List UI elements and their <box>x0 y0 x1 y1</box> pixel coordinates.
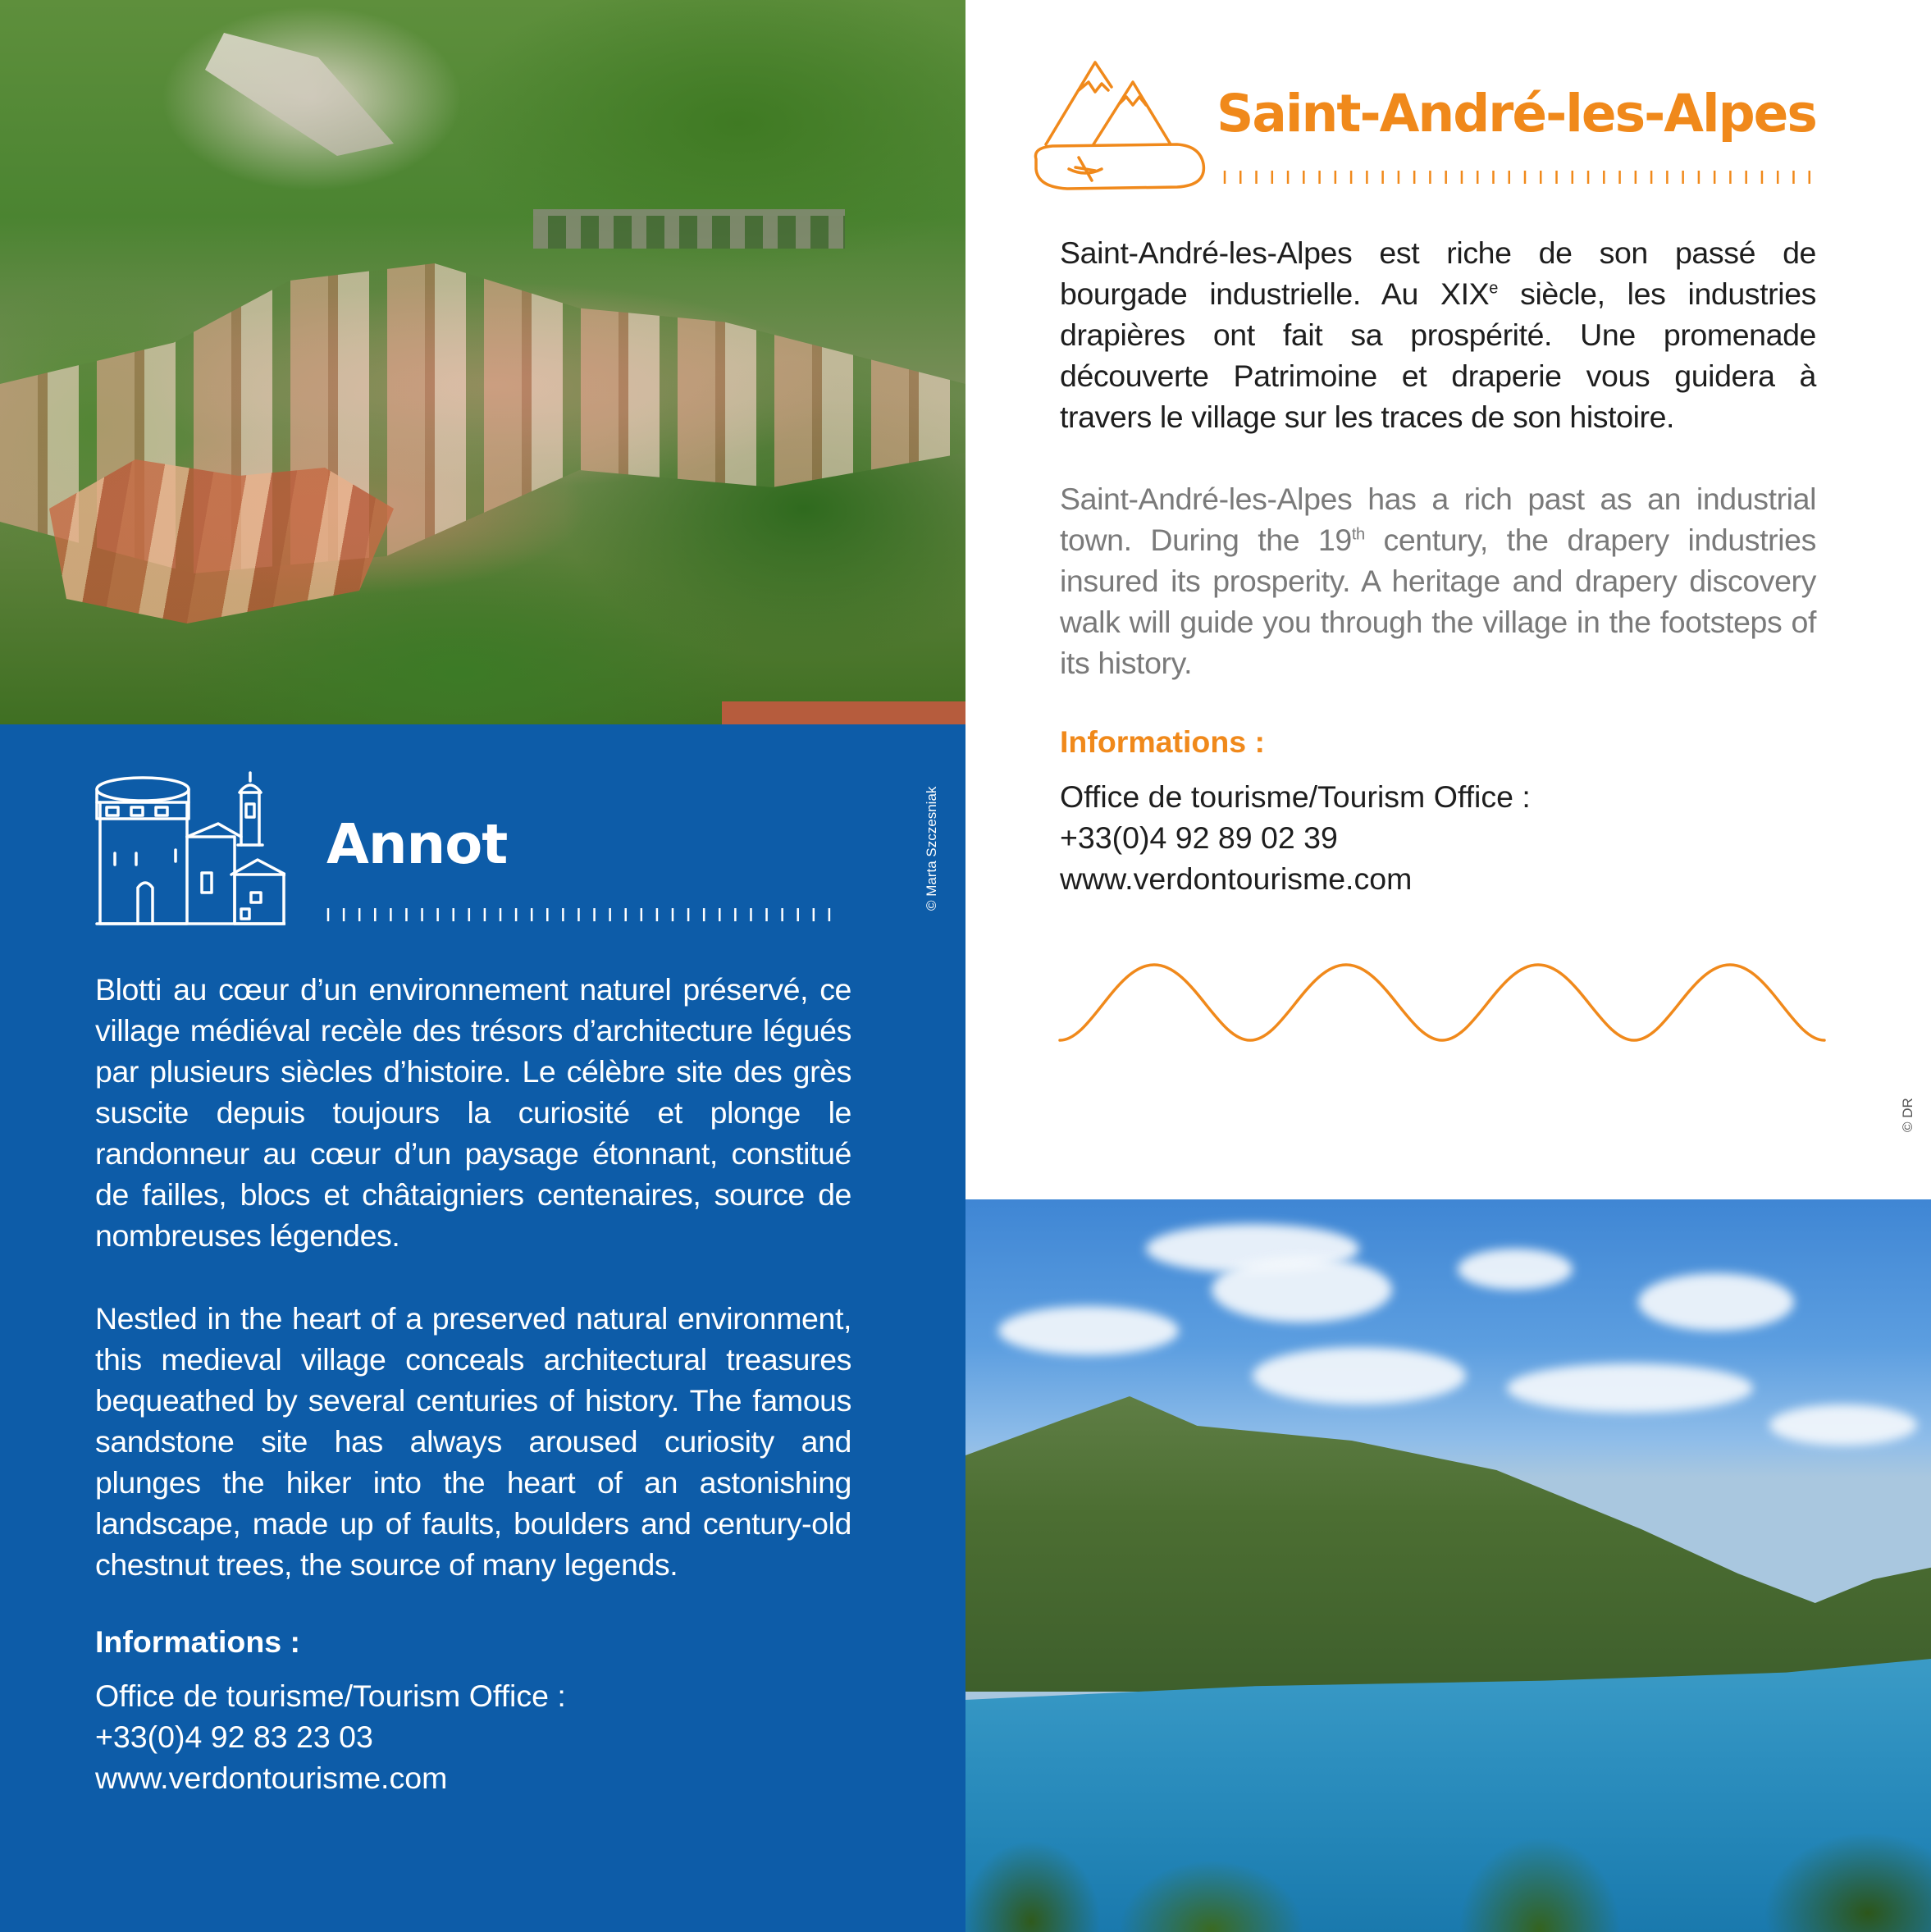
lake-photo <box>966 1199 1931 1932</box>
annot-text-en: Nestled in the heart of a preserved natural environment, this medieval village conceals architectural treasures bequeathed by several centuries of history. The famous sandstone site has always aroused curiosity and plunges the hiker into the heart of an astonishing landscape, made up of faults, boulders and century-old chestnut trees, the source of many legends. <box>95 1301 851 1582</box>
photo-cloud <box>1458 1249 1573 1290</box>
photo-cloud <box>998 1306 1179 1355</box>
saint-andre-tick-divider <box>1223 169 1824 185</box>
saint-andre-text-fr: Saint-André-les-Alpes est riche de son passé de bourgade industrielle. Au XIXe siècle, les industries drapières ont fait sa prospérité. Une promenade découverte Patrimoine et draperie vous guidera à travers le village sur les traces de son histoire. <box>1060 235 1817 434</box>
saint-andre-info-title: Informations : <box>1060 724 1265 759</box>
wave-line-icon <box>1058 960 1826 1045</box>
tower-church-icon <box>95 771 285 929</box>
saint-andre-website: www.verdontourisme.com <box>1060 861 1413 896</box>
photo-credit-top: © Marta Szczesniak <box>924 786 939 911</box>
photo-cloud <box>1212 1257 1392 1322</box>
annot-info <box>95 1675 566 1798</box>
annot-phone: +33(0)4 92 83 23 03 <box>95 1720 373 1754</box>
photo-cliff <box>205 33 394 156</box>
saint-andre-info <box>1060 776 1531 899</box>
photo-cloud <box>1253 1347 1466 1404</box>
photo-roof <box>722 701 966 724</box>
village-photo <box>0 0 966 724</box>
annot-title: Annot <box>326 812 508 876</box>
annot-website: www.verdontourisme.com <box>95 1761 448 1795</box>
photo-cloud <box>1769 1404 1917 1446</box>
photo-cloud <box>1507 1363 1753 1413</box>
annot-text-fr: Blotti au cœur d’un environnement naturel préservé, ce village médiéval recèle des trésors d’architecture légués par plusieurs siècles d’histoire. Le célèbre site des grès suscite depuis toujours la curiosité et plonge le randonneur au cœur d’un paysage étonnant, constitué de failles, blocs et châtaigniers centenaires, source de nombreuses légendes. <box>95 972 851 1253</box>
photo-mountains <box>966 1396 1931 1692</box>
annot-tick-divider <box>326 907 843 923</box>
photo-credit-bottom: © DR <box>1900 1098 1915 1132</box>
annot-office: Office de tourisme/Tourism Office : <box>95 1679 566 1713</box>
photo-cloud <box>1638 1273 1794 1331</box>
photo-roofs <box>49 459 394 623</box>
photo-viaduct <box>533 209 845 249</box>
photo-trees <box>966 1790 1931 1932</box>
annot-info-title: Informations : <box>95 1624 300 1659</box>
mountains-lake-icon <box>1029 54 1214 194</box>
saint-andre-title: Saint-André-les-Alpes <box>1217 84 1816 144</box>
saint-andre-office: Office de tourisme/Tourism Office : <box>1060 779 1531 814</box>
saint-andre-phone: +33(0)4 92 89 02 39 <box>1060 820 1338 855</box>
saint-andre-text-en: Saint-André-les-Alpes has a rich past as an industrial town. During the 19th century, the drapery industries insured its prosperity. A heritage and drapery discovery walk will guide you through the village in the footsteps of its history. <box>1060 482 1816 680</box>
